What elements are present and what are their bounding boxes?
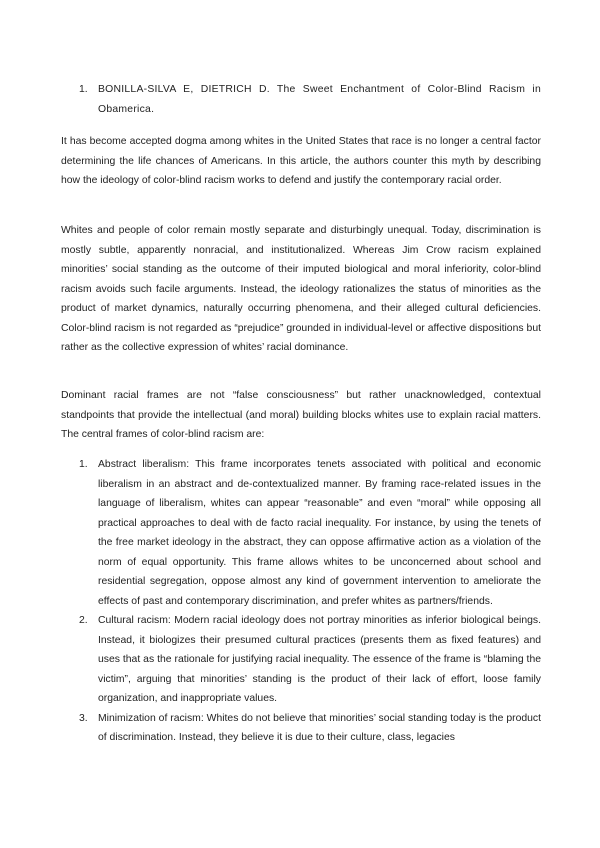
paragraph-intro: It has become accepted dogma among whites in the United States that race is no longer a central factor determining the life chances of Americans. In this article, the authors counter this myth by describing how the ideology of color-blind racism works to defend and justify the contemporary racial order. xyxy=(61,136,541,186)
list-item-number: 3. xyxy=(79,712,88,724)
list-item xyxy=(79,709,541,748)
reference-number: 1. xyxy=(79,84,88,95)
list-item-number: 2. xyxy=(79,615,88,626)
list-item xyxy=(79,611,541,709)
list-item-text: Cultural racism: Modern racial ideology does not portray minorities as inferior biological beings. Instead, it biologizes their presumed cultural practices (presents them as fixed features) and uses that as the rationale for justifying racial inequality. The essence of the frame is “blaming the victim”, arguing that minorities’ standing is the product of their lack of effort, loose family organization, and inappropriate values. xyxy=(98,615,541,704)
list-item xyxy=(79,455,541,611)
frames-list xyxy=(79,455,541,748)
list-item-text: Minimization of racism: Whites do not believe that minorities’ social standing today is the product of discrimination. Instead, they believe it is due to their culture, class, legacies xyxy=(98,712,541,743)
list-item-number: 1. xyxy=(79,459,88,470)
paragraph-discrimination: Whites and people of color remain mostly separate and disturbingly unequal. Today, discrimination is mostly subtle, apparently nonracial, and institutionalized. Whereas Jim Crow racism explained minorities’ social standing as the outcome of their imputed biological and moral inferiority, color-blind racism avoids such facile arguments. Instead, the ideology rationalizes the status of minorities as the product of market dynamics, naturally occurring phenomena, and their alleged cultural deficiencies. Color-blind racism is not regarded as “prejudice” grounded in individual-level or affective dispositions but rather as the collective expression of whites’ racial dominance. xyxy=(61,225,541,353)
reference-text: BONILLA-SILVA E, DIETRICH D. The Sweet Enchantment of Color-Blind Racism in Obamerica. xyxy=(98,84,541,115)
paragraph-frames-intro: Dominant racial frames are not “false consciousness” but rather unacknowledged, contextual standpoints that provide the intellectual (and moral) building blocks whites use to explain racial matters. The central frames of color-blind racism are: xyxy=(61,390,541,440)
reference-citation xyxy=(79,80,541,119)
list-item-text: Abstract liberalism: This frame incorporates tenets associated with political and economic liberalism in an abstract and de-contextualized manner. By framing race-related issues in the language of liberalism, whites can appear “reasonable” and even “moral” while opposing all practical approaches to deal with de facto racial inequality. For instance, by using the tenets of the free market ideology in the abstract, they can oppose affirmative action as a violation of the norm of equal opportunity. This frame allows whites to be unconcerned about school and residential segregation, oppose almost any kind of government intervention to ameliorate the effects of past and contemporary discrimination, and prefer whites as partners/friends. xyxy=(98,459,541,607)
